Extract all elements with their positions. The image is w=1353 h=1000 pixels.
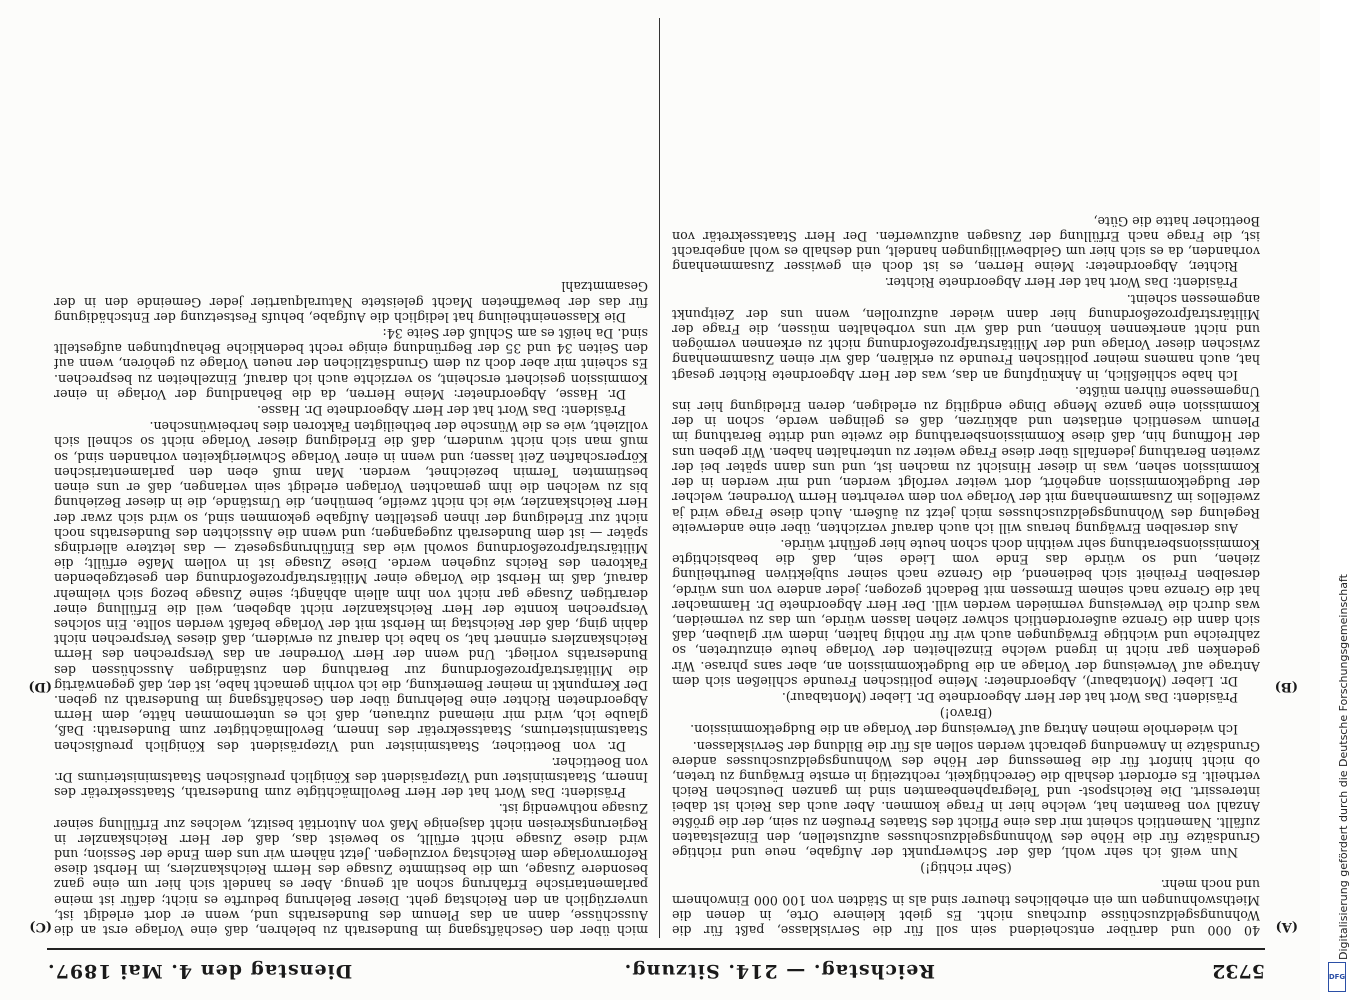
speaker-paragraph: Präsident: Das Wort hat der Herr Abgeordnete Dr. Hasse. bbox=[257, 403, 626, 419]
quoted-paragraph: Die Klasseneintheilung hat lediglich die Aufgabe, behufs Festsetzung der Entschädigung für das der bewaffneten Macht geleistete Naturalquartier jeder Gemeinde den in der Gesammtzahl bbox=[54, 279, 648, 325]
column-divider bbox=[659, 18, 660, 938]
margin-mark-c: (C) bbox=[29, 919, 52, 934]
paragraph: Ich habe schließlich, in Anknüpfung an das, was der Herr Abgeordnete Richter gesagt hat, auch namens meiner politischen Freunde zu erklären, daß wir einen Zusammenhang zwischen dieser Vorlage und der Militärstrafprozeßordnung nicht zu erkennen vermögen und nicht anerkennen können, und daß wir uns vorbehalten müssen, die Frage der Militärstrafprozeßordnung hier dann wieder aufzurollen, wenn uns der Zeitpunkt angemessen scheint. bbox=[672, 291, 1260, 383]
margin-mark-a: (A) bbox=[1275, 919, 1298, 934]
page-header bbox=[47, 948, 1265, 990]
interjection: (Sehr richtig!) bbox=[920, 861, 1012, 877]
interjection: (Bravo!) bbox=[939, 706, 993, 722]
credit-text: Digitalisierung gefördert durch die Deutsche Forschungsgemeinschaft bbox=[1337, 574, 1350, 960]
speaker-paragraph: Präsident: Das Wort hat der Herr Abgeordnete Richter. bbox=[884, 275, 1238, 291]
left-column bbox=[672, 18, 1260, 938]
paragraph: 40 000 und darüber entscheidend sein soll für die Servisklasse, paßt für die Wohnungsgeldzuschüsse durchaus nicht. Es giebt kleinere Orte, in denen die Miethswohnungen um ein erhebliches theurer sind als in Städten von 100 000 Einwohnern und noch mehr. bbox=[672, 877, 1260, 938]
speaker-paragraph: Dr. Lieber (Montabaur), Abgeordneter: Meine politischen Freunde schließen sich dem Antrage auf Verweisung der Vorlage an die Budgetkommission an, aber sans phrase. Wir gedenken gar nicht in irgend welche Einzelheiten der Vorlage heute einzutreten, so zahlreiche und wichtige Erwägungen auch wir für nöthig halten, indem wir glauben, daß sich dann die Grenze außerordentlich schwer ziehen lassen würde, um das zu vermeiden, was durch die Verweisung vermieden werden will. Der Herr Abgeordnete Dr. Hammacher hat die Grenze nach seinem Ermessen mit Bedacht gezogen; jeder andere von uns würde, derselben Freiheit sich bedienend, die Grenze nach seiner subjektiven Beurtheilung ziehen, und so würde das Ende vom Liede sein, daß die beabsichtigte Kommissionsberathung sehr weithin doch schon heute hier geführt würde. bbox=[672, 536, 1260, 689]
speaker-paragraph: Dr. Hasse, Abgeordneter: Meine Herren, da die Behandlung der Vorlage in einer Kommission gesichert erscheint, so verzichte auch ich darauf, Einzelheiten zu besprechen. Es scheint mir aber doch zu dem Grundsätzlichen der neuen Vorlage zu gehören, wenn auf den Seiten 34 und 35 der Begründung einige recht bedenkliche Behauptungen aufgestellt sind. Da heißt es am Schluß der Seite 34: bbox=[54, 326, 648, 402]
speaker-paragraph: Präsident: Das Wort hat der Herr Bevollmächtigte zum Bundesrath, Staatssekretär des Innern, Staatsminister und Vizepräsident des Königlich preußischen Staatsministeriums Dr. von Boetticher. bbox=[54, 754, 648, 801]
page-number: 5732 bbox=[1212, 960, 1265, 982]
header-title: Reichstag. — 214. Sitzung. bbox=[623, 960, 935, 982]
margin-mark-b: (B) bbox=[1274, 679, 1298, 694]
header-date: Dienstag den 4. Mai 1897. bbox=[47, 960, 353, 982]
paragraph: Nun weiß ich sehr wohl, daß der Schwerpunkt der Aufgabe, neue und richtige Grundsätze für die Höhe des Wohnungsgeldzuschusses aufzustellen, den Einzelstaaten zufällt. Namentlich scheint mir das eine Pflicht des Staates Preußen zu sein, der die größte Anzahl von Beamten hat, welche hier in Frage kommen. Aber auch das Reich ist dabei interessirt. Die Reichspost- und Telegraphenbeamten sind im ganzen Deutschen Reich vertheilt. Es erfordert deshalb die Gerechtigkeit, rechtzeitig in ernste Erwägung zu treten, ob nicht hinfort für die Bemessung der Höhe des Wohnungsgeldzuschusses andere Grundsätze in Anwendung gebracht werden sollen als für die Bildung der Servisklassen. bbox=[672, 738, 1260, 860]
right-column bbox=[54, 18, 648, 938]
dfg-logo: DFG bbox=[1328, 962, 1346, 992]
paragraph: Aus derselben Erwägung heraus will ich auch darauf verzichten, über eine anderweite Regelung des Wohnungsgeldzuschusses mich jetzt zu äußern. Auch diese Frage wird ja zweifellos im Zusammenhang mit der Vorlage von dem verehrten Herrn Vorredner, welcher der Budgetkommission angehört, dort weiter verfolgt werden, und mir werden in der Kommission sehen, was in dieser Hinsicht zu machen ist, und uns dann später bei der zweiten Berathung jedenfalls über diese Frage weiter zu unterhalten haben. Wir geben uns der Hoffnung hin, daß diese Kommissionsberathung die zweite und dritte Berathung im Plenum wesentlich entlasten und abkürzen, daß es gelingen werde, schon in der Kommission eine ganze Menge Dinge endgiltig zu erledigen, deren Erledigung hier ins Ungemessene führen müßte. bbox=[672, 383, 1260, 536]
paragraph: Ich wiederhole meinen Antrag auf Verweisung der Vorlage an die Budgetkommission. bbox=[690, 722, 1238, 738]
speaker-paragraph: Dr. von Boetticher, Staatsminister und Vizepräsident des Königlich preußischen Staatsministeriums, Staatssekretär des Innern, Bevollmächtigter zum Bundesrath: Daß, glaube ich, wird mir niemand zutrauen, daß ich es unternommen hätte, dem Herrn Abgeordneten Richter eine Belehrung über den Geschäftsgang im Bundesrath zu geben. Der Kernpunkt in meiner Bemerkung, die ich vorhin gemacht habe, ist der, daß gegenwärtig die Militärstrafprozeßordnung zur Berathung den zuständigen Ausschüssen des Bundesraths vorliegt. Und wenn der Herr Vorredner an das Versprechen des Herrn Reichskanzlers erinnert hat, so habe ich darauf zu erwidern, daß dieses Versprechen nicht dahin ging, daß der Reichstag im Herbst mit der Vorlage befaßt werden sollte. Ein solches Versprechen konnte der Herr Reichskanzler nicht abgeben, weil die Erfüllung einer derartigen Zusage gar nicht von ihm allein abhängt; seine Zusage bezog sich vielmehr darauf, daß im Herbst die Vorlage einer Militärstrafprozeßordnung den gesetzgebenden Faktoren des Reichs zugehen werde. Diese Zusage ist in vollem Maße erfüllt; die Militärstrafprozeßordnung sowohl wie das Einführungsgesetz — das letztere allerdings später — ist dem Bundesrath zugegangen; und wenn die Aussichten des Bundesraths noch nicht zur Erledigung der ihnen gestellten Aufgabe gekommen sind, so wird sich zwar der Herr Reichskanzler, wie ich nicht zweifle, bemühen, die Umstände, die in dieser Beziehung bis zu welchen die ihm gemachten Vorlagen erledigt sein verlangen, daß er uns einen bestimmten Termin bezeichnet, werden. Man muß eben den parlamentarischen Körperschaften Zeit lassen; und wenn in einer Vorlage Schwierigkeiten vorhanden sind, so muß man sich nicht wundern, daß die Erledigung dieser Vorlage nicht so schnell sich vollzieht, wie es die Wünsche der betheiligten Faktoren dies herbeiwünschen. bbox=[54, 419, 648, 754]
paragraph: mich über den Geschäftsgang im Bundesrath zu belehren, daß eine Vorlage erst an die Ausschüsse, dann an das Plenum des Bundesraths und, wenn er dort erledigt ist, unverzüglich an den Reichstag geht. Dieser Belehrung bedurfte es nicht; dafür ist meine parlamentarische Erfahrung schon alt genug. Aber es handelt sich hier um eine ganz besondere Zusage, um die bestimmte Zusage des Herrn Reichskanzlers, im Herbst diese Reformvorlage dem Reichstag vorzulegen. Jetzt nähern wir uns dem Ende der Session; und wird diese Zusage nicht erfüllt, so beweist das, daß der Herr Reichskanzler in Regierungskreisen nicht dasjenige Maß von Autorität besitzt, welches zur Erfüllung seiner Zusage nothwendig ist. bbox=[54, 801, 648, 938]
speaker-paragraph: Richter, Abgeordneter: Meine Herren, es ist doch ein gewisser Zusammenhang vorhanden, da es sich hier um Geldbewilligungen handelt, und deshalb es wohl angebracht ist, die Frage nach Erfüllung der Zusagen aufzuwerfen. Der Herr Staatssekretär von Boetticher hatte die Güte, bbox=[672, 213, 1260, 275]
margin-mark-d: (D) bbox=[28, 679, 52, 694]
credit-strip bbox=[1322, 0, 1353, 1000]
speaker-paragraph: Präsident: Das Wort hat der Herr Abgeordnete Dr. Lieber (Montabaur). bbox=[781, 689, 1238, 705]
